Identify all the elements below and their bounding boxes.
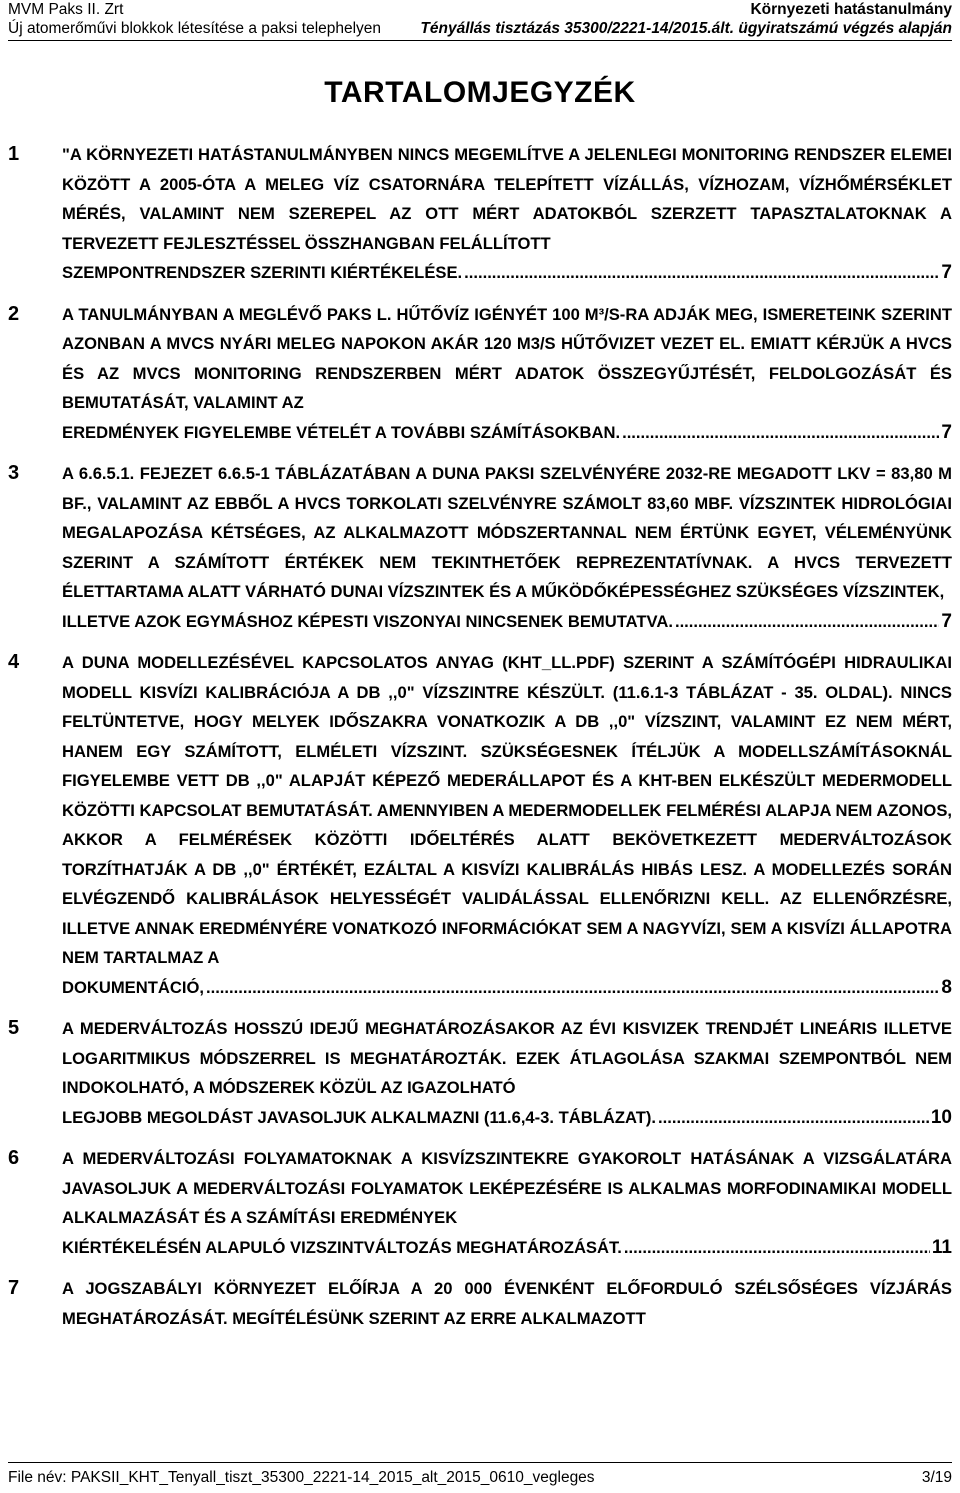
toc-entry-leader-line <box>62 973 952 1003</box>
header-left <box>8 0 381 38</box>
toc-page-number[interactable]: 7 <box>941 262 952 283</box>
page-header <box>8 0 952 41</box>
toc-page-number[interactable]: 8 <box>941 976 952 998</box>
page-title: TARTALOMJEGYZÉK <box>324 76 636 109</box>
header-doc-type: Környezeti hatástanulmány <box>750 1 952 18</box>
header-subtitle: Tényállás tisztázás 35300/2221-14/2015.ált. ügyiratszámú végzés alapján <box>420 20 952 37</box>
dot-leader <box>464 258 939 288</box>
toc-page-number[interactable]: 7 <box>941 610 952 632</box>
toc-entry-last-line: LEGJOBB MEGOLDÁST JAVASOLJUK ALKALMAZNI (11.6,4-3. TÁBLÁZAT). <box>62 1107 657 1127</box>
dot-leader <box>622 418 939 448</box>
footer-page-number: 3/19 <box>921 1469 952 1486</box>
toc-page-number[interactable]: 11 <box>931 1236 952 1258</box>
toc-entry-text: A DUNA MODELLEZÉSÉVEL KAPCSOLATOS ANYAG (KHT_LL.PDF) SZERINT A SZÁMÍTÓGÉPI HIDRAULIKAI MODELL KISVÍZI KALIBRÁCIÓJA A DB ,,0" VÍZSZINTRE KÉSZÜLT. (11.6.1-3 TÁBLÁZAT - 35. OLDAL). NINCS FELTÜNTETVE, HOGY MELYEK IDŐSZAKRA VONATKOZIK A DB ,,0" VÍZSZINT, VALAMINT EZ NEM MÉRT, HANEM EGY SZÁMÍTOTT, ELMÉLETI VÍZSZINT. SZÜKSÉGESNEK ÍTÉLJÜK A MODELLSZÁMÍTÁSOKNÁL FIGYELEMBE VETT DB ,,0" ALAPJÁT KÉPEZŐ MEDERÁLLAPOT ÉS A KHT-BEN ELKÉSZÜLT MEDERMODELL KÖZÖTTI KAPCSOLAT BEMUTATÁSÁT. AMENNYIBEN A MEDERMODELLEK FELMÉRÉSI ALAPJA NEM AZONOS, AKKOR A FELMÉRÉSEK KÖZÖTTI IDŐELTÉRÉS ALATT BEKÖVETKEZETT MEDERVÁLTOZÁSOK TORZÍTHATJÁK A DB ,,0" ÉRTÉKÉT, EZÁLTAL A KISVÍZI KALIBRÁLÁS HIBÁS LESZ. A MODELLEZÉS SORÁN ELVÉGZENDŐ KALIBRÁLÁSOK HELYESSÉGÉT VALIDÁLÁSSAL ELLENŐRIZNI KELL. AZ ELLENŐRZÉSRE, ILLETVE ANNAK EREDMÉNYÉRE VONATKOZÓ INFORMÁCIÓKAT SEM A NAGYVÍZI, SEM A KISVÍZI ÁLLAPOTRA NEM TARTALMAZ A <box>62 653 952 967</box>
toc-entry-leader-line <box>62 1233 952 1263</box>
toc-entry-number: 6 <box>8 1147 20 1169</box>
toc-entry-leader-line <box>62 1103 952 1133</box>
toc-entry-1[interactable] <box>8 140 952 288</box>
toc-entry-number: 3 <box>8 462 20 484</box>
toc-entry-text: "A KÖRNYEZETI HATÁSTANULMÁNYBEN NINCS MEGEMLÍTVE A JELENLEGI MONITORING RENDSZER ELEMEI KÖZÖTT A 2005-ÓTA A MELEG VÍZ CSATORNÁRA TELEPÍTETT VÍZÁLLÁS, VÍZHOZAM, VÍZHŐMÉRSÉKLET MÉRÉS, VALAMINT NEM SZEREPEL AZ OTT MÉRT ADATOKBÓL SZERZETT TAPASZTALATOKNAK A TERVEZETT FEJLESZTÉSSEL ÖSSZHANGBAN FELÁLLÍTOTT <box>62 145 952 253</box>
toc-entry-text: A TANULMÁNYBAN A MEGLÉVŐ PAKS L. HŰTŐVÍZ IGÉNYÉT 100 M³/S-RA ADJÁK MEG, ISMERETEINK SZERINT AZONBAN A MVCS NYÁRI MELEG NAPOKON AKÁR 120 M3/S HŰTŐVIZET VEZET EL. EMIATT KÉRJÜK A HVCS ÉS AZ MVCS MONITORING RENDSZERBEN MÉRT ADATOK ÖSSZEGYŰJTÉSÉT, FELDOLGOZÁSÁT ÉS BEMUTATÁSÁT, VALAMINT AZ <box>62 304 952 412</box>
dot-leader <box>624 1233 930 1263</box>
dot-leader <box>675 607 939 637</box>
toc-entry-6[interactable] <box>8 1144 952 1262</box>
page-footer <box>8 1462 952 1486</box>
toc-entry-last-line: EREDMÉNYEK FIGYELEMBE VÉTELÉT A TOVÁBBI SZÁMÍTÁSOKBAN. <box>62 422 621 442</box>
toc-entry-5[interactable] <box>8 1014 952 1132</box>
toc-entry-leader-line <box>62 607 952 637</box>
header-project: Új atomerőművi blokkok létesítése a paksi telephelyen <box>8 20 382 37</box>
toc-page-number[interactable]: 7 <box>941 421 952 443</box>
dot-leader <box>658 1103 929 1133</box>
toc-entry-last-line: ILLETVE AZOK EGYMÁSHOZ KÉPESTI VISZONYAI NINCSENEK BEMUTATVA. <box>62 611 673 631</box>
toc-entry-number: 2 <box>8 302 20 325</box>
toc-page-number[interactable]: 10 <box>930 1106 952 1128</box>
toc-entry-7[interactable] <box>8 1274 952 1333</box>
footer-filename: File név: PAKSII_KHT_Tenyall_tiszt_35300_2221-14_2015_alt_2015_0610_vegleges <box>8 1469 595 1486</box>
table-of-contents <box>8 140 952 1345</box>
toc-entry-leader-line <box>62 258 952 288</box>
toc-entry-text: A MEDERVÁLTOZÁSI FOLYAMATOKNAK A KISVÍZSZINTEKRE GYAKOROLT HATÁSÁNAK A VIZSGÁLATÁRA JAVASOLJUK A MEDERVÁLTOZÁSI FOLYAMATOK LEKÉPEZÉSÉRE IS ALKALMAS MORFODINAMIKAI MODELL ALKALMAZÁSÁT ÉS A SZÁMÍTÁSI EREDMÉNYEK <box>62 1149 952 1227</box>
toc-entry-number: 1 <box>8 143 20 165</box>
header-company: MVM Paks II. Zrt <box>8 1 124 18</box>
toc-entry-number: 7 <box>8 1277 20 1299</box>
toc-entry-text: A MEDERVÁLTOZÁS HOSSZÚ IDEJŰ MEGHATÁROZÁSAKOR AZ ÉVI KISVIZEK TRENDJÉT LINEÁRIS ILLETVE LOGARITMIKUS MÓDSZERREL IS MEGHATÁROZTÁK. EZEK ÁTLAGOLÁSA SZAKMAI SZEMPONTBÓL NEM INDOKOLHATÓ, A MÓDSZEREK KÖZÜL AZ IGAZOLHATÓ <box>62 1019 952 1097</box>
toc-entry-number: 5 <box>8 1017 20 1039</box>
toc-entry-4[interactable] <box>8 648 952 1002</box>
toc-entry-text: A JOGSZABÁLYI KÖRNYEZET ELŐÍRJA A 20 000 ÉVENKÉNT ELŐFORDULÓ SZÉLSŐSÉGES VÍZJÁRÁS MEGHATÁROZÁSÁT. MEGÍTÉLÉSÜNK SZERINT AZ ERRE ALKALMAZOTT <box>62 1279 952 1328</box>
toc-entry-2[interactable] <box>8 300 952 448</box>
toc-entry-last-line: KIÉRTÉKELÉSÉN ALAPULÓ VIZSZINTVÁLTOZÁS MEGHATÁROZÁSÁT. <box>62 1237 622 1257</box>
header-right <box>420 0 952 38</box>
toc-entry-number: 4 <box>8 651 20 673</box>
dot-leader <box>206 973 939 1003</box>
toc-entry-last-line: DOKUMENTÁCIÓ, <box>62 977 204 997</box>
toc-entry-3[interactable] <box>8 459 952 636</box>
toc-entry-leader-line <box>62 418 952 448</box>
toc-entry-last-line: SZEMPONTRENDSZER SZERINTI KIÉRTÉKELÉSE. <box>62 263 463 282</box>
toc-entry-text: A 6.6.5.1. FEJEZET 6.6.5-1 TÁBLÁZATÁBAN A DUNA PAKSI SZELVÉNYÉRE 2032-RE MEGADOTT LKV = 83,80 M BF., VALAMINT AZ EBBŐL A HVCS TORKOLATI SZELVÉNYRE SZÁMOLT 83,60 MBF. VÍZSZINTEK HIDROLÓGIAI MEGALAPOZÁSA KÉTSÉGES, AZ ALKALMAZOTT MÓDSZERTANNAL NEM ÉRTÜNK EGYET, VÉLEMÉNYÜNK SZERINT A SZÁMÍTOTT ÉRTÉKEK NEM TEKINTHETŐEK REPREZENTATÍVNAK. A HVCS TERVEZETT ÉLETTARTAMA ALATT VÁRHATÓ DUNAI VÍZSZINTEK ÉS A MŰKÖDŐKÉPESSÉGHEZ SZÜKSÉGES VÍZSZINTEK, <box>62 464 952 601</box>
